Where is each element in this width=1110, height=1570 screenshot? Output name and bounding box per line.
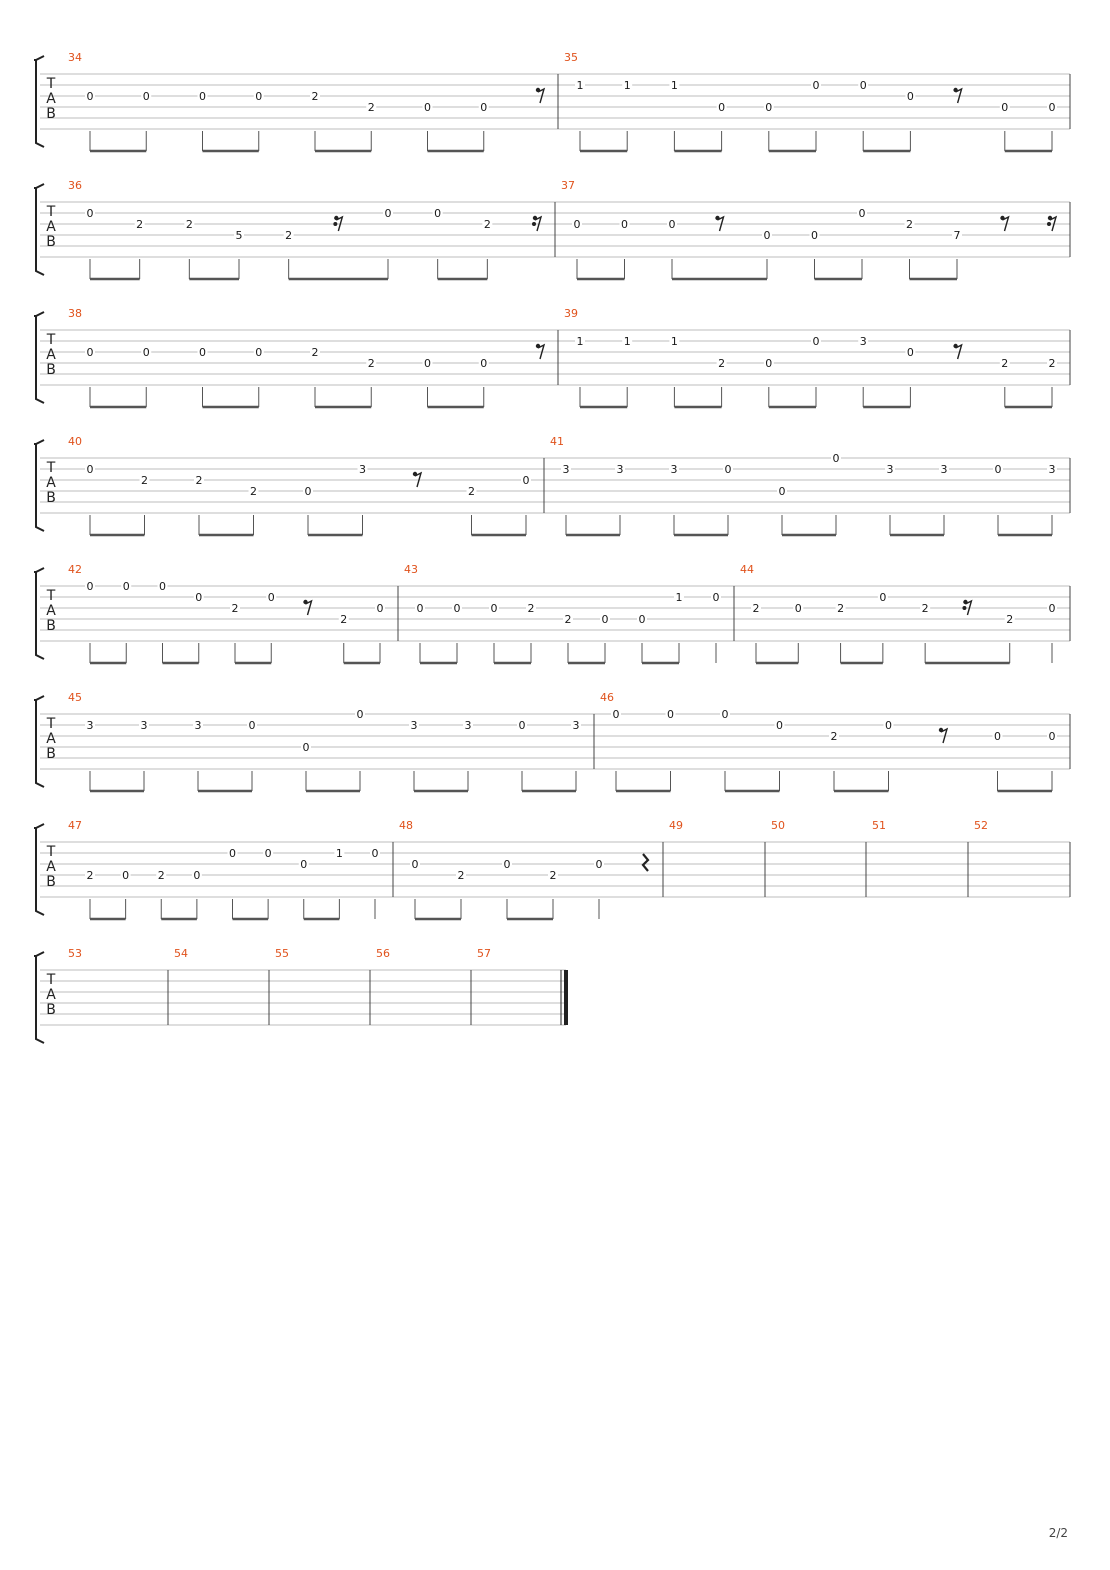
fret-number: 0 [356, 708, 364, 721]
system-bracket [34, 956, 44, 1043]
sixteenth-rest-dot [1047, 222, 1051, 226]
fret-number: 0 [416, 602, 424, 615]
fret-number: 3 [86, 719, 94, 732]
fret-number: 0 [376, 602, 384, 615]
fret-number: 2 [1048, 357, 1056, 370]
fret-number: 0 [424, 101, 431, 114]
fret-number: 0 [255, 346, 263, 359]
fret-number: 3 [410, 719, 418, 732]
fret-number: 0 [86, 346, 94, 359]
measure-number: 54 [174, 947, 188, 960]
tab-clef-letter: A [46, 91, 56, 107]
tab-clef-letter: A [46, 859, 56, 875]
measure-number: 57 [477, 947, 491, 960]
fret-number: 2 [837, 602, 845, 615]
system-bracket-top [36, 952, 44, 956]
fret-number: 0 [142, 90, 150, 103]
system-bracket-top [36, 312, 44, 316]
fret-number: 2 [195, 474, 203, 487]
fret-number: 2 [1001, 357, 1009, 370]
fret-number: 2 [231, 602, 239, 615]
measure [561, 179, 1056, 279]
measure-number: 34 [68, 51, 82, 64]
fret-number: 2 [457, 869, 465, 882]
fret-number: 3 [1048, 463, 1056, 476]
measure-number: 46 [600, 691, 614, 704]
fret-number: 3 [194, 719, 202, 732]
fret-number: 0 [503, 858, 511, 871]
fret-number: 0 [595, 858, 603, 871]
fret-number: 0 [122, 580, 130, 593]
fret-number: 1 [670, 335, 678, 348]
tab-clef-letter: T [46, 588, 56, 604]
fret-number: 0 [573, 218, 581, 231]
fret-number: 3 [562, 463, 570, 476]
fret-number: 1 [576, 79, 584, 92]
fret-number: 3 [616, 463, 624, 476]
fret-number: 0 [122, 869, 130, 882]
measure-number: 52 [974, 819, 988, 832]
fret-number: 0 [885, 719, 892, 732]
measure [564, 307, 1057, 407]
fret-number: 2 [564, 613, 572, 626]
measure [275, 947, 289, 960]
tab-system [34, 435, 1070, 535]
measure [974, 819, 988, 832]
tab-clef-letter: B [46, 490, 56, 506]
fret-number: 0 [724, 463, 732, 476]
system-bracket [34, 828, 44, 915]
tab-system [34, 179, 1070, 279]
fret-number: 0 [721, 708, 729, 721]
tab-clef-letter: B [46, 1002, 56, 1018]
measure [68, 179, 541, 279]
fret-number: 0 [193, 869, 201, 882]
fret-number: 0 [1048, 602, 1056, 615]
fret-number: 0 [267, 591, 275, 604]
measure [771, 819, 785, 832]
system-bracket [34, 444, 44, 531]
fret-number: 0 [612, 708, 620, 721]
tab-clef-letter: B [46, 106, 56, 122]
fret-number: 2 [311, 90, 319, 103]
tab-clef-letter: A [46, 347, 56, 363]
tab-clef-letter: T [46, 716, 56, 732]
fret-number: 2 [483, 218, 491, 231]
fret-number: 0 [906, 346, 914, 359]
sixteenth-rest-dot [333, 222, 337, 226]
system-bracket [34, 316, 44, 403]
fret-number: 0 [811, 229, 818, 242]
fret-number: 0 [1001, 101, 1009, 114]
fret-number: 0 [434, 207, 442, 220]
fret-number: 0 [248, 719, 256, 732]
fret-number: 2 [830, 730, 838, 743]
fret-number: 0 [86, 463, 94, 476]
measure [477, 947, 491, 960]
fret-number: 1 [623, 335, 631, 348]
measure [376, 947, 390, 960]
measure [404, 563, 721, 663]
measure-number: 45 [68, 691, 82, 704]
system-bracket [34, 572, 44, 659]
system-bracket-top [36, 824, 44, 828]
fret-number: 0 [264, 847, 272, 860]
fret-number: 0 [668, 218, 676, 231]
fret-number: 3 [572, 719, 580, 732]
fret-number: 2 [752, 602, 760, 615]
fret-number: 0 [453, 602, 461, 615]
tab-clef-letter: A [46, 987, 56, 1003]
fret-number: 0 [1048, 101, 1056, 114]
system-bracket [34, 188, 44, 275]
fret-number: 0 [522, 474, 530, 487]
measure-number: 43 [404, 563, 418, 576]
measure-number: 39 [564, 307, 578, 320]
fret-number: 0 [994, 730, 1001, 743]
measure [564, 51, 1057, 151]
measure-number: 47 [68, 819, 82, 832]
fret-number: 2 [157, 869, 165, 882]
system-bracket-top [36, 56, 44, 60]
fret-number: 0 [195, 591, 203, 604]
measure-number: 55 [275, 947, 289, 960]
fret-number: 0 [906, 90, 914, 103]
measure [399, 819, 648, 919]
fret-number: 2 [549, 869, 557, 882]
fret-number: 0 [480, 101, 488, 114]
quarter-rest [643, 854, 648, 871]
measure-number: 42 [68, 563, 82, 576]
fret-number: 0 [667, 708, 674, 721]
tab-clef-letter: A [46, 603, 56, 619]
tab-system [34, 307, 1070, 407]
tab-system [34, 691, 1070, 791]
fret-number: 0 [765, 357, 773, 370]
fret-number: 3 [886, 463, 894, 476]
fret-number: 1 [670, 79, 678, 92]
fret-number: 0 [304, 485, 312, 498]
measure [68, 819, 380, 919]
measure [68, 563, 385, 663]
fret-number: 5 [235, 229, 243, 242]
fret-number: 0 [86, 207, 94, 220]
tab-system [34, 947, 566, 1043]
sixteenth-rest-dot [532, 222, 536, 226]
fret-number: 0 [765, 101, 773, 114]
measure-number: 53 [68, 947, 82, 960]
fret-number: 7 [953, 229, 961, 242]
tab-clef-letter: T [46, 972, 56, 988]
measure-number: 38 [68, 307, 82, 320]
sixteenth-rest-dot [962, 606, 966, 610]
tab-system [34, 51, 1070, 151]
fret-number: 0 [858, 207, 866, 220]
fret-number: 3 [140, 719, 148, 732]
fret-number: 0 [490, 602, 498, 615]
tab-clef-letter: B [46, 746, 56, 762]
fret-number: 0 [778, 485, 786, 498]
fret-number: 2 [86, 869, 94, 882]
fret-number: 0 [159, 580, 166, 593]
system-bracket-top [36, 568, 44, 572]
tab-clef-letter: A [46, 731, 56, 747]
measure [872, 819, 886, 832]
fret-number: 0 [411, 858, 419, 871]
fret-number: 2 [718, 357, 726, 370]
fret-number: 0 [142, 346, 150, 359]
fret-number: 0 [86, 580, 94, 593]
measure [68, 691, 581, 791]
measure [550, 435, 1057, 535]
fret-number: 0 [859, 79, 867, 92]
fret-number: 2 [185, 218, 193, 231]
fret-number: 0 [300, 858, 308, 871]
fret-number: 0 [199, 346, 206, 359]
measure [68, 435, 531, 535]
fret-number: 0 [621, 218, 628, 231]
fret-number: 0 [371, 847, 379, 860]
fret-number: 2 [311, 346, 319, 359]
fret-number: 0 [812, 79, 820, 92]
fret-number: 2 [136, 218, 144, 231]
fret-number: 2 [367, 357, 375, 370]
fret-number: 0 [199, 90, 206, 103]
fret-number: 2 [340, 613, 348, 626]
fret-number: 2 [1006, 613, 1014, 626]
fret-number: 3 [464, 719, 472, 732]
fret-number: 0 [86, 90, 94, 103]
system-bracket-top [36, 696, 44, 700]
tab-clef-letter: A [46, 475, 56, 491]
fret-number: 0 [1048, 730, 1056, 743]
measure-number: 37 [561, 179, 575, 192]
fret-number: 0 [255, 90, 263, 103]
fret-number: 3 [859, 335, 867, 348]
measure-number: 56 [376, 947, 390, 960]
fret-number: 2 [141, 474, 148, 487]
fret-number: 0 [794, 602, 802, 615]
fret-number: 0 [424, 357, 431, 370]
tab-clef-letter: T [46, 76, 56, 92]
tab-clef-letter: T [46, 332, 56, 348]
measure [68, 51, 544, 151]
fret-number: 2 [367, 101, 375, 114]
tab-system [34, 819, 1070, 919]
measure-number: 48 [399, 819, 413, 832]
fret-number: 1 [335, 847, 343, 860]
measure [174, 947, 188, 960]
measure [740, 563, 1057, 663]
fret-number: 0 [718, 101, 726, 114]
fret-number: 0 [480, 357, 488, 370]
fret-number: 1 [576, 335, 584, 348]
fret-number: 0 [518, 719, 526, 732]
measure [669, 819, 683, 832]
fret-number: 3 [670, 463, 678, 476]
fret-number: 2 [921, 602, 929, 615]
fret-number: 2 [906, 218, 913, 231]
measure-number: 41 [550, 435, 564, 448]
fret-number: 0 [601, 613, 609, 626]
fret-number: 0 [229, 847, 236, 860]
page-number: 2/2 [1048, 1526, 1068, 1540]
measure [68, 307, 544, 407]
fret-number: 0 [776, 719, 783, 732]
measure-number: 51 [872, 819, 886, 832]
fret-number: 0 [832, 452, 840, 465]
fret-number: 1 [675, 591, 683, 604]
fret-number: 0 [994, 463, 1002, 476]
fret-number: 0 [763, 229, 771, 242]
fret-number: 2 [468, 485, 475, 498]
fret-number: 3 [359, 463, 366, 476]
measure-number: 40 [68, 435, 82, 448]
system-bracket [34, 60, 44, 147]
system-bracket [34, 700, 44, 787]
measure-number: 49 [669, 819, 683, 832]
tab-clef-letter: T [46, 204, 56, 220]
fret-number: 0 [812, 335, 820, 348]
system-bracket-top [36, 184, 44, 188]
measure-number: 35 [564, 51, 578, 64]
tab-system [34, 563, 1070, 663]
tab-clef-letter: B [46, 618, 56, 634]
fret-number: 2 [250, 485, 257, 498]
tab-clef-letter: A [46, 219, 56, 235]
measure [68, 947, 82, 960]
measure-number: 50 [771, 819, 785, 832]
measure [600, 691, 1057, 791]
measure-number: 44 [740, 563, 754, 576]
fret-number: 0 [879, 591, 887, 604]
measure-number: 36 [68, 179, 82, 192]
tab-clef-letter: T [46, 844, 56, 860]
tab-clef-letter: B [46, 234, 56, 250]
fret-number: 0 [384, 207, 392, 220]
fret-number: 1 [623, 79, 631, 92]
tab-clef-letter: B [46, 874, 56, 890]
fret-number: 0 [712, 591, 720, 604]
tab-clef-letter: T [46, 460, 56, 476]
fret-number: 3 [940, 463, 948, 476]
system-bracket-top [36, 440, 44, 444]
fret-number: 2 [527, 602, 535, 615]
fret-number: 0 [302, 741, 310, 754]
fret-number: 0 [638, 613, 646, 626]
tab-clef-letter: B [46, 362, 56, 378]
fret-number: 2 [285, 229, 293, 242]
